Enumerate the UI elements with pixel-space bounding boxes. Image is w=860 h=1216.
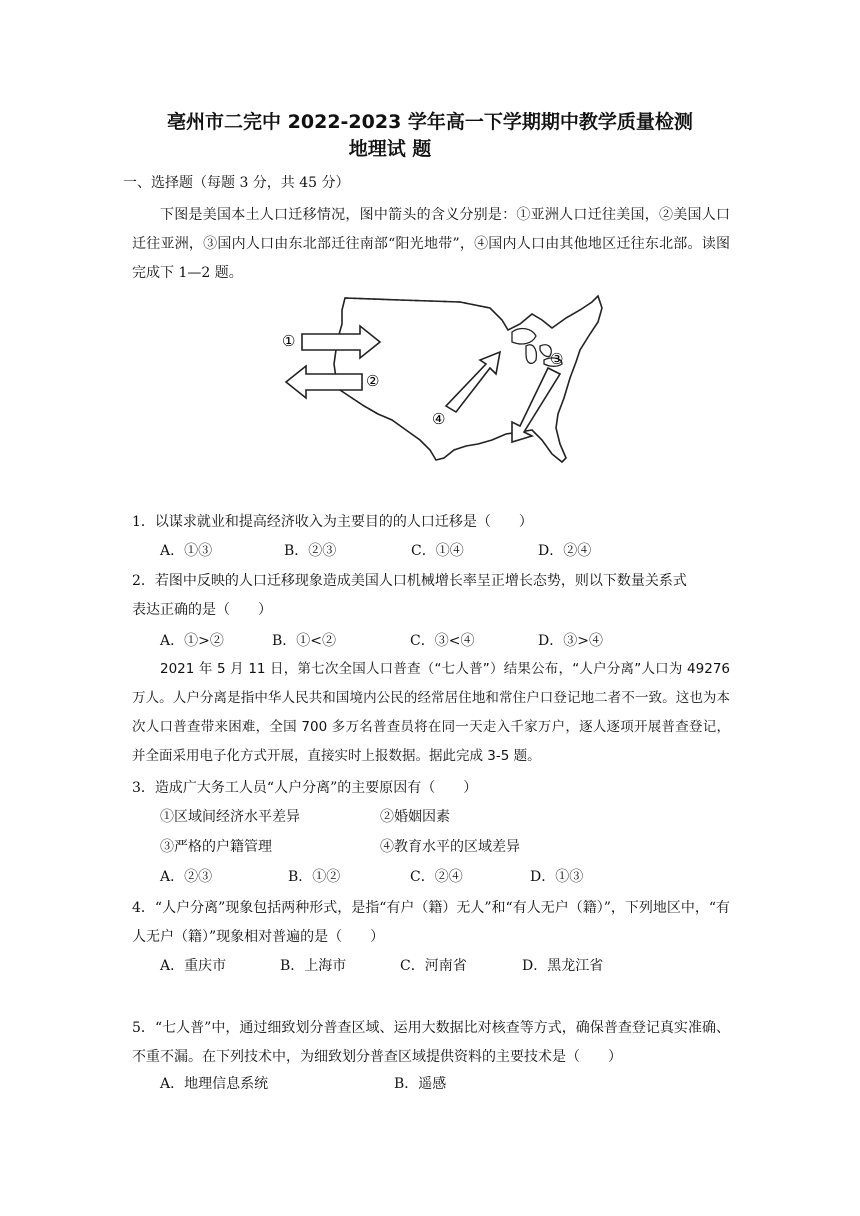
q4-option-d[interactable]: D．黑龙江省 [522, 958, 604, 974]
q3-item-3: ③严格的户籍管理 [160, 839, 272, 855]
question-3-stem: 3．造成广大务工人员“人户分离”的主要原因有（ ） [132, 780, 478, 796]
question-1-stem: 1．以谋求就业和提高经济收入为主要目的的人口迁移是（ ） [132, 514, 533, 530]
q3-option-a[interactable]: A．②③ [160, 869, 213, 885]
question-5-stem: 5．“七人普”中，通过细致划分普查区域、运用大数据比对核查等方式，确保普查登记真实准确、不重不漏。在下列技术中，为细致划分普查区域提供资料的主要技术是（ ） [132, 1020, 730, 1065]
q3-option-b[interactable]: B．①② [288, 869, 341, 885]
q3-option-d[interactable]: D．①③ [530, 869, 584, 885]
q3-item-4: ④教育水平的区域差异 [380, 839, 520, 855]
exam-title: 亳州市二完中 2022-2023 学年高一下学期期中教学质量检测 [167, 111, 693, 133]
q2-option-d[interactable]: D．③>④ [538, 633, 603, 649]
question-2-stem-line1: 2．若图中反映的人口迁移现象造成美国人口机械增长率呈正增长态势，则以下数量关系式 [132, 573, 687, 589]
arrow-2 [286, 366, 362, 398]
arrow-3 [512, 368, 560, 442]
q3-item-1: ①区域间经济水平差异 [160, 809, 300, 825]
q1-option-d[interactable]: D．②④ [538, 543, 592, 559]
q1-option-b[interactable]: B．②③ [284, 543, 337, 559]
exam-subtitle: 地理试 题 [348, 138, 432, 160]
q5-option-b[interactable]: B．遥感 [394, 1076, 447, 1092]
map-label-3: ③ [550, 350, 564, 368]
map-label-2: ② [366, 372, 380, 390]
section-heading: 一、选择题（每题 3 分，共 45 分） [123, 175, 350, 191]
q2-option-c[interactable]: C．③<④ [410, 633, 475, 649]
q1-option-a[interactable]: A．①③ [160, 543, 213, 559]
q4-option-a[interactable]: A．重庆市 [160, 958, 227, 974]
intro-paragraph-census: 2021 年 5 月 11 日，第七次全国人口普查（“七人普”）结果公布，“人户分离”人口为 49276 万人。人户分离是指中华人民共和国境内公民的经常居住地和常住户口登记地二者不一致。这也为本次人口普查带来困难，全国 700 多万名普查员将在同一天走入千家万户，逐人逐项开展普查登记，并全面采用电子化方式开展，直接实时上报数据。据此完成 3-5 题。 [132, 661, 730, 764]
q2-option-b[interactable]: B．①<② [272, 633, 337, 649]
question-2-stem-line2: 表达正确的是（ ） [132, 602, 272, 618]
arrow-4 [446, 352, 500, 412]
intro-paragraph-migration: 下图是美国本土人口迁移情况，图中箭头的含义分别是：①亚洲人口迁往美国，②美国人口迁往亚洲，③国内人口由东北部迁往南部“阳光地带”，④国内人口由其他地区迁往东北部。读图完成下 1—2 题。 [132, 207, 730, 281]
us-migration-map [280, 294, 610, 464]
q3-option-c[interactable]: C．②④ [410, 869, 463, 885]
q1-option-c[interactable]: C．①④ [411, 543, 464, 559]
map-label-4: ④ [432, 410, 446, 428]
q2-option-a[interactable]: A．①>② [160, 633, 224, 649]
map-label-1: ① [282, 332, 296, 350]
question-4-stem: 4．“人户分离”现象包括两种形式，是指“有户（籍）无人”和“有人无户（籍）”，下列地区中，“有人无户（籍）”现象相对普遍的是（ ） [132, 900, 731, 945]
q5-option-a[interactable]: A．地理信息系统 [160, 1076, 269, 1092]
arrow-1 [302, 326, 380, 358]
q3-item-2: ②婚姻因素 [380, 809, 450, 825]
q4-option-c[interactable]: C．河南省 [400, 958, 467, 974]
q4-option-b[interactable]: B．上海市 [280, 958, 347, 974]
